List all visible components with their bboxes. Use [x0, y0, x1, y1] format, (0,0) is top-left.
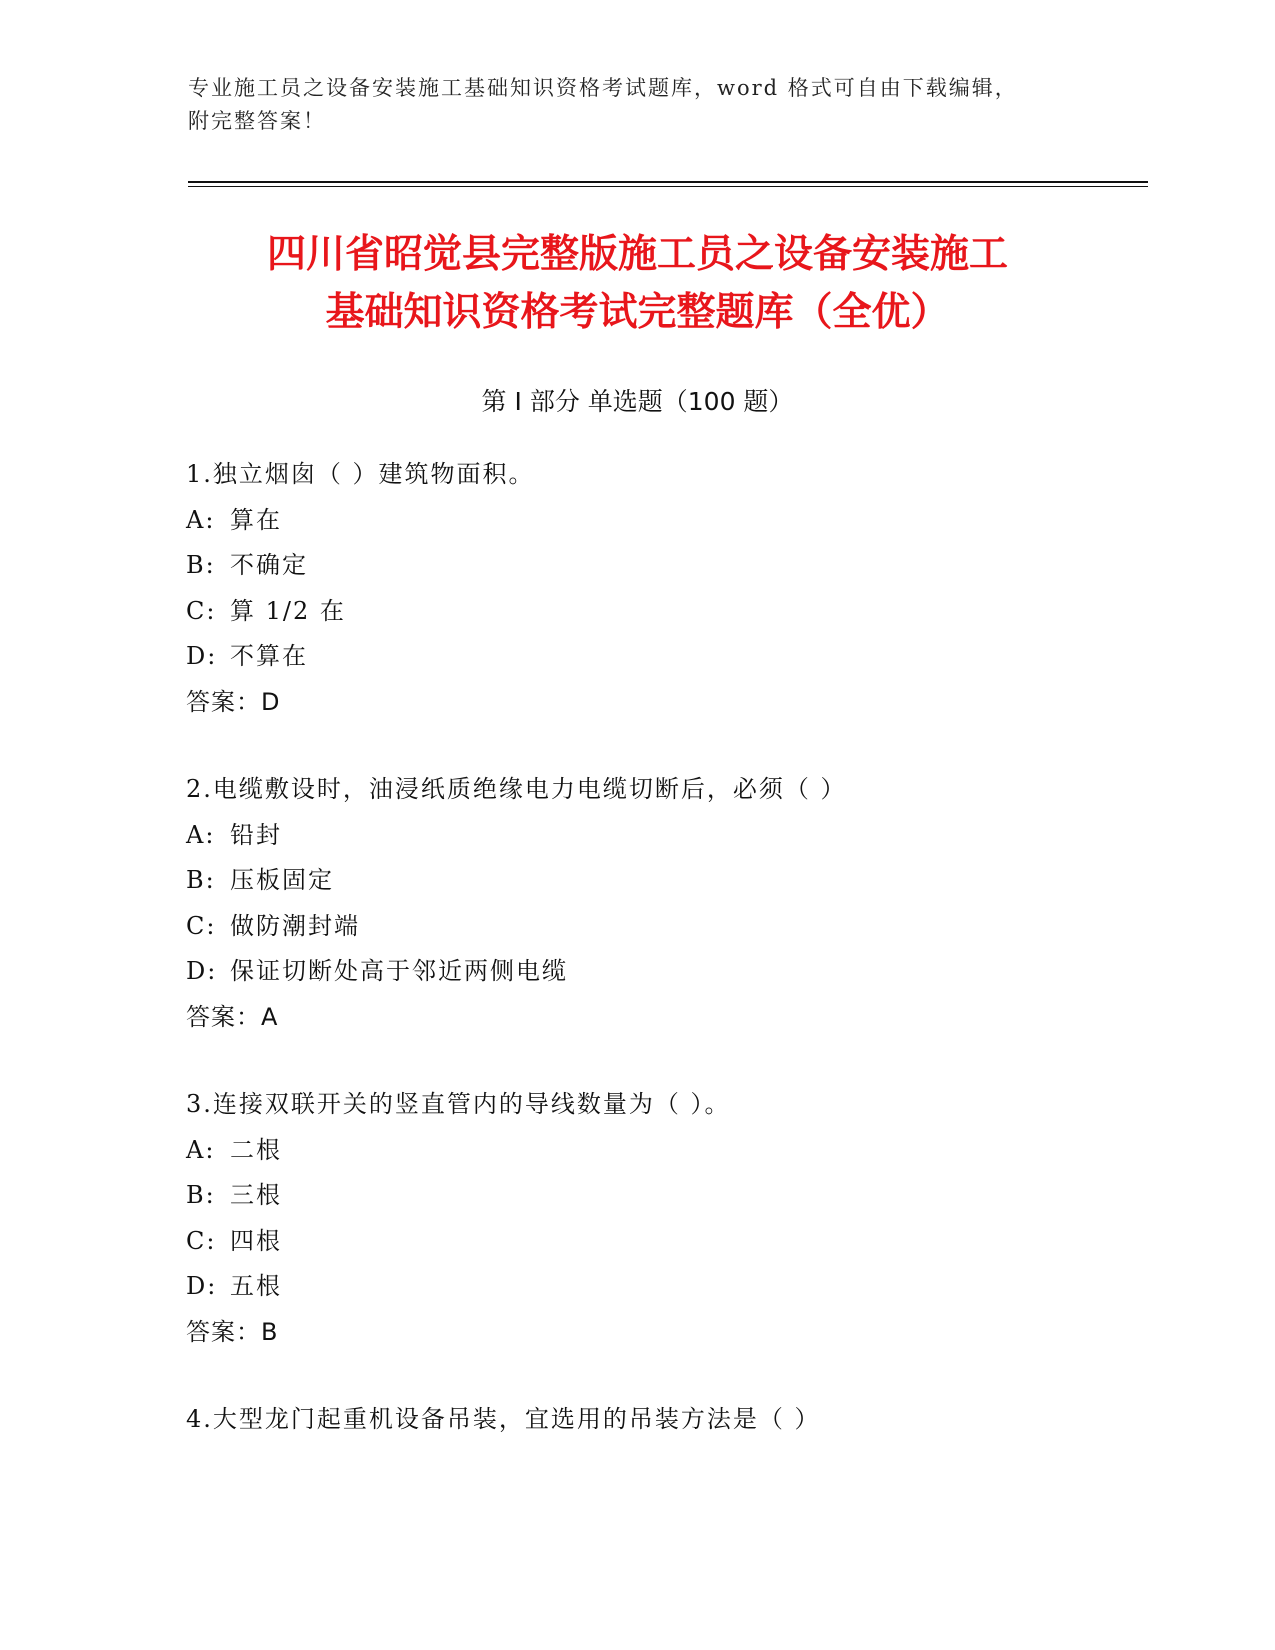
section-heading: 第 I 部分 单选题（100 题） [481, 387, 794, 416]
question-stem: 4.大型龙门起重机设备吊装，宜选用的吊装方法是（ ） [186, 1405, 821, 1433]
option-c [186, 589, 1146, 635]
header-note-line-2: 附完整答案！ [188, 109, 326, 133]
document-title [140, 226, 1135, 342]
option-text: 四根 [230, 1226, 282, 1255]
option-a [186, 1128, 1146, 1174]
option-letter: C: [186, 596, 217, 625]
question-stem: 1.独立烟囱（ ）建筑物面积。 [186, 460, 535, 488]
header-note-line-1: 专业施工员之设备安装施工基础知识资格考试题库，word 格式可自由下载编辑， [188, 76, 1018, 100]
option-d [186, 1264, 1146, 1310]
option-letter: C: [186, 911, 217, 940]
document-title-line-2: 基础知识资格考试完整题库（全优） [325, 290, 950, 335]
option-d [186, 949, 1146, 995]
option-b [186, 1173, 1146, 1219]
option-letter: D: [186, 1272, 218, 1300]
option-text: 做防潮封端 [230, 911, 360, 940]
option-letter: C: [186, 1226, 217, 1255]
option-text: 算 1/2 在 [230, 596, 346, 625]
option-text: 二根 [230, 1135, 282, 1164]
option-letter: A: [186, 505, 216, 534]
option-text: 五根 [230, 1272, 282, 1300]
question-stem: 3.连接双联开关的竖直管内的导线数量为（ ）。 [186, 1090, 731, 1118]
option-letter: B: [186, 1181, 216, 1209]
option-text: 保证切断处高于邻近两侧电缆 [230, 957, 568, 985]
question-1 [186, 452, 1146, 725]
question-3 [186, 1082, 1146, 1355]
answer-line: 答案：B [186, 1317, 279, 1346]
option-b [186, 858, 1146, 904]
option-text: 三根 [230, 1181, 282, 1209]
option-text: 不算在 [230, 642, 308, 670]
option-text: 压板固定 [230, 866, 334, 894]
header-note [188, 72, 1068, 138]
option-letter: B: [186, 551, 216, 579]
question-stem: 2.电缆敷设时，油浸纸质绝缘电力电缆切断后，必须（ ） [186, 775, 847, 803]
option-letter: B: [186, 866, 216, 894]
option-a [186, 813, 1146, 859]
option-c [186, 1219, 1146, 1265]
option-letter: A: [186, 1135, 216, 1164]
option-c [186, 904, 1146, 950]
option-a [186, 498, 1146, 544]
option-text: 不确定 [230, 551, 308, 579]
header-divider-thin [188, 186, 1148, 187]
option-letter: D: [186, 642, 218, 670]
option-letter: D: [186, 957, 218, 985]
question-4 [186, 1397, 1146, 1443]
question-2 [186, 767, 1146, 1040]
document-title-line-1: 四川省昭觉县完整版施工员之设备安装施工 [266, 232, 1008, 277]
option-d [186, 634, 1146, 680]
answer-line: 答案：A [186, 1002, 279, 1031]
option-text: 算在 [230, 505, 282, 534]
option-letter: A: [186, 820, 216, 849]
option-text: 铅封 [230, 820, 282, 849]
option-b [186, 543, 1146, 589]
answer-line: 答案：D [186, 687, 281, 716]
header-divider-thick [188, 181, 1148, 183]
